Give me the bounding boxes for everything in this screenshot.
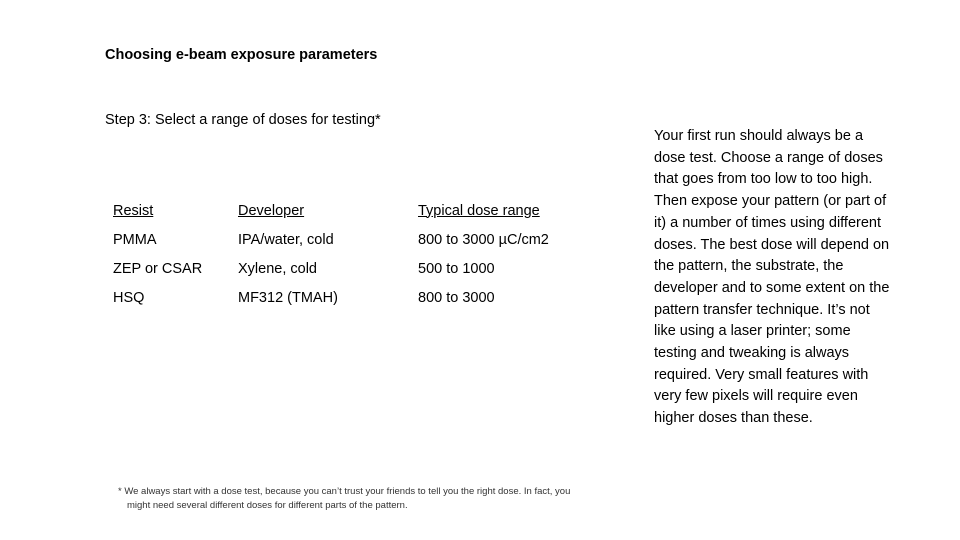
- cell-developer: Xylene, cold: [238, 260, 317, 277]
- cell-resist: ZEP or CSAR: [113, 260, 203, 277]
- table-row: [113, 254, 588, 283]
- side-note: Your first run should always be a dose test. Choose a range of doses that goes from too low to too high. Then expose your pattern (or part of it) a number of times using different doses. The best dose will depend on the pattern, the substrate, the developer and to some extent on the pattern transfer technique. It’s not like using a laser printer; some testing and tweaking is always required. Very small features with very few pixels will require even higher doses than these.: [654, 128, 890, 427]
- cell-developer: IPA/water, cold: [238, 231, 334, 248]
- cell-dose-range: 800 to 3000 µC/cm2: [418, 231, 549, 248]
- cell-dose-range: 500 to 1000: [418, 260, 495, 277]
- dose-table: [113, 196, 588, 312]
- header-dose-range: Typical dose range: [418, 202, 540, 219]
- step-heading: Step 3: Select a range of doses for testing*: [105, 112, 381, 128]
- header-resist: Resist: [113, 202, 154, 219]
- cell-resist: PMMA: [113, 231, 157, 248]
- cell-resist: HSQ: [113, 289, 145, 306]
- header-developer: Developer: [238, 202, 305, 219]
- slide-title: Choosing e-beam exposure parameters: [105, 47, 378, 63]
- table-row: [113, 283, 588, 312]
- cell-developer: MF312 (TMAH): [238, 289, 338, 306]
- footnote: * We always start with a dose test, because you can’t trust your friends to tell you the right dose. In fact, you might need several different doses for different parts of the pattern.: [118, 486, 571, 511]
- table-header-row: [113, 196, 588, 225]
- cell-dose-range: 800 to 3000: [418, 289, 495, 306]
- table-row: [113, 225, 588, 254]
